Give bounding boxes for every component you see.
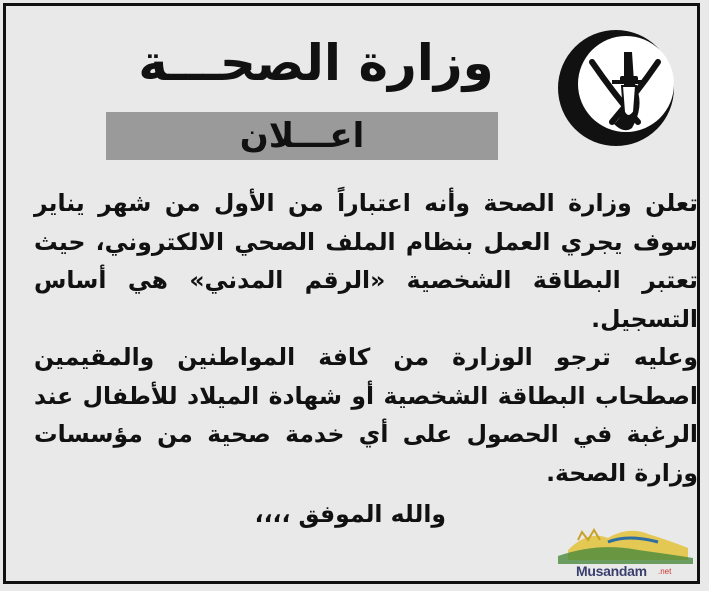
watermark-text: Musandam [576, 563, 647, 579]
paragraph-2: وعليه ترجو الوزارة من كافة المواطنين والمقيمين اصطحاب البطاقة الشخصية أو شهادة الميلاد للأطفال عند الرغبة في الحصول على أي خدمة صحية من مؤسسات وزارة الصحة. [34, 343, 698, 487]
musandam-watermark [548, 520, 698, 585]
musandam-logo-icon [548, 520, 698, 565]
announcement-body [34, 184, 698, 492]
announcement-banner: اعـــلان [106, 112, 498, 160]
emblem [554, 24, 686, 156]
page-title: وزارة الصحـــة [138, 34, 494, 92]
oman-khanjar-emblem-icon [554, 24, 686, 156]
watermark-suffix: .net [658, 567, 672, 576]
announcement-frame [3, 3, 700, 584]
paragraph-1: تعلن وزارة الصحة وأنه اعتباراً من الأول من شهر يناير سوف يجري العمل بنظام الملف الصحي الالكتروني، حيث تعتبر البطاقة الشخصية «الرقم المدني» هي أساس التسجيل. [34, 189, 698, 333]
closing-line: والله الموفق ،،،، [254, 500, 446, 528]
